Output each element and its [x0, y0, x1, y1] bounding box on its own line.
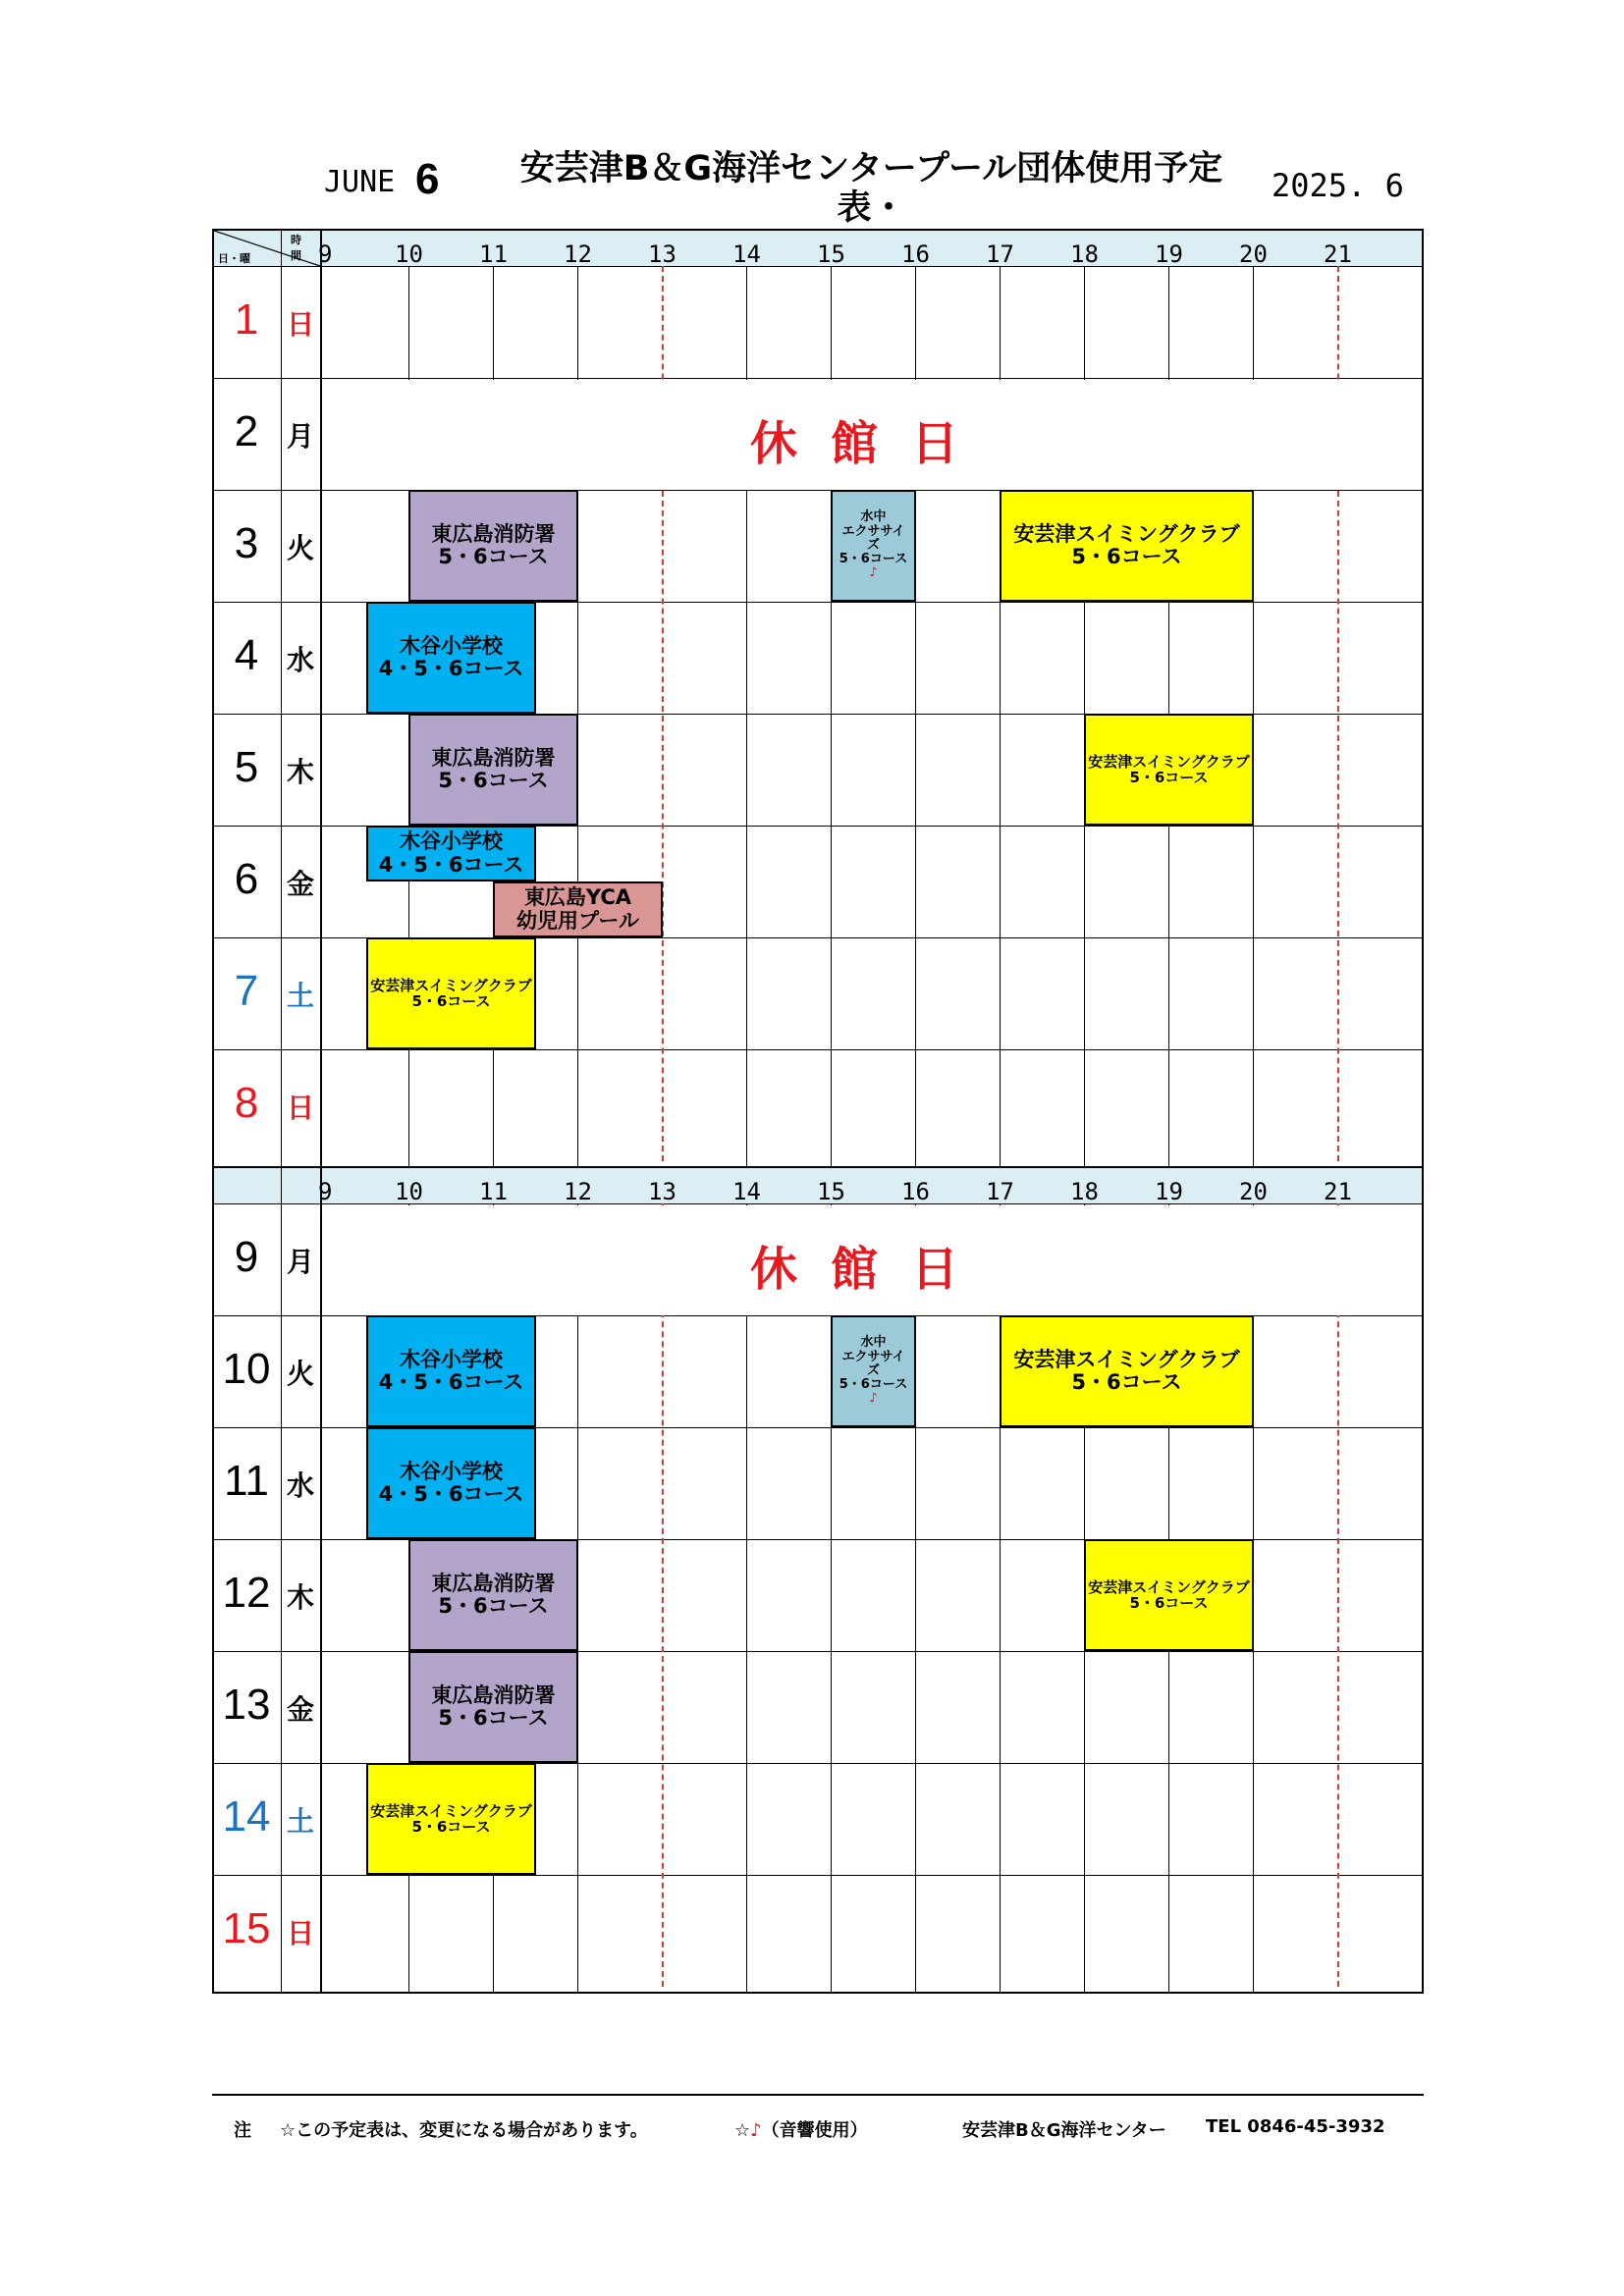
event-block: [831, 1315, 916, 1427]
header-rule: [214, 266, 1422, 267]
time-tick-18: 18: [1070, 1178, 1099, 1205]
weekday-label: 木: [286, 756, 314, 788]
event-block: [366, 826, 536, 881]
time-tick-10: 10: [395, 1178, 423, 1205]
event-line: 東広島消防署: [431, 1682, 556, 1707]
event-line: 東広島消防署: [431, 1571, 556, 1595]
music-note-icon: ♪: [869, 565, 878, 581]
event-line: 4・5・6コース: [378, 852, 524, 877]
time-tick-14: 14: [732, 240, 761, 268]
event-line: 5・6コース: [438, 1706, 549, 1730]
time-tick-20: 20: [1239, 240, 1268, 268]
day-number: 13: [222, 1681, 271, 1729]
event-line: エクササイ: [841, 523, 905, 539]
event-line: 安芸津スイミングクラブ: [370, 976, 532, 994]
event-line: 安芸津スイミングクラブ: [1013, 1347, 1240, 1371]
day-number: 5: [234, 743, 259, 791]
corner-header: [214, 231, 301, 266]
event-block: [408, 714, 578, 826]
time-tick-13: 13: [648, 1178, 677, 1205]
weekday-label: 月: [286, 420, 314, 453]
hour-grid-line: [746, 1203, 747, 1992]
weekday-label: 月: [286, 1246, 314, 1278]
footer-note-label: 注: [234, 2120, 251, 2141]
event-line: 東広島消防署: [431, 521, 556, 546]
event-line: 5・6コース: [438, 1594, 549, 1618]
event-block: [1084, 714, 1254, 826]
event-line: 5・6コース: [438, 769, 549, 792]
time-tick-10: 10: [395, 240, 423, 268]
corner-day-label: 日・曜: [218, 252, 250, 265]
weekday-label: 日: [286, 308, 314, 341]
event-line: 安芸津スイミングクラブ: [1088, 752, 1250, 771]
footer-center-name: 安芸津B＆G海洋センター: [962, 2120, 1166, 2141]
event-line: 木谷小学校: [400, 633, 503, 658]
event-line: 5・6コース: [1129, 1594, 1209, 1612]
day-number: 1: [234, 295, 259, 344]
day-number: 6: [234, 855, 259, 903]
day-number: 8: [234, 1079, 259, 1127]
weekday-label: 日: [286, 1092, 314, 1124]
music-note-icon: ♪: [750, 2120, 762, 2141]
row-rule: [214, 1049, 1422, 1050]
event-line: 木谷小学校: [400, 829, 503, 854]
event-line: 木谷小学校: [400, 1459, 503, 1483]
event-line: 4・5・6コース: [378, 1370, 524, 1394]
weekday-label: 火: [286, 1358, 314, 1390]
weekday-label: 水: [286, 1469, 314, 1502]
event-line: 5・6コース: [839, 1377, 908, 1393]
row-rule: [214, 378, 1422, 379]
row-rule: [214, 1651, 1422, 1652]
corner-time-label: 時間: [291, 234, 301, 262]
label-column-rule: [281, 231, 282, 1169]
event-block: [366, 1427, 536, 1539]
day-number: 2: [234, 407, 259, 455]
event-line: 安芸津スイミングクラブ: [1088, 1577, 1250, 1596]
event-block: [366, 602, 536, 714]
dashed-hour-line: [662, 1203, 664, 1987]
row-rule: [214, 1875, 1422, 1876]
time-tick-16: 16: [901, 1178, 930, 1205]
time-tick-18: 18: [1070, 240, 1099, 268]
time-tick-12: 12: [564, 1178, 592, 1205]
footer-sound-legend: [734, 2116, 868, 2142]
month-number: 6: [415, 155, 440, 203]
footer-tel: TEL 0846-45-3932: [1206, 2116, 1385, 2137]
event-line: 木谷小学校: [400, 1347, 503, 1371]
event-line: 5・6コース: [1129, 769, 1209, 786]
time-tick-9: 9: [318, 1178, 333, 1205]
event-line: 4・5・6コース: [378, 657, 524, 680]
event-line: ズ: [866, 537, 880, 553]
event-line: 安芸津スイミングクラブ: [370, 1801, 532, 1820]
event-line: ズ: [866, 1362, 880, 1378]
footer-note-text: ☆この予定表は、変更になる場合があります。: [280, 2120, 648, 2141]
event-line: 5・6コース: [1071, 545, 1182, 568]
weekday-label: 日: [286, 1917, 314, 1949]
event-line: 5・6コース: [1071, 1370, 1182, 1394]
day-number: 3: [234, 519, 259, 567]
day-number: 15: [222, 1904, 271, 1952]
event-block: [366, 937, 536, 1049]
event-block: [366, 1315, 536, 1427]
event-block: [366, 1763, 536, 1875]
schedule-date: 2025. 6: [1272, 167, 1404, 204]
time-tick-17: 17: [986, 240, 1014, 268]
label-column-rule: [320, 231, 322, 1169]
day-number: 14: [222, 1792, 271, 1841]
page-title: 安芸津B＆G海洋センタープール団体使用予定表・: [519, 149, 1223, 228]
weekday-label: 金: [286, 868, 314, 900]
time-tick-14: 14: [732, 1178, 761, 1205]
event-line: 東広島YCA: [523, 885, 632, 910]
event-line: 水中: [860, 509, 887, 525]
time-tick-13: 13: [648, 240, 677, 268]
event-line: 5・6コース: [839, 552, 908, 567]
event-block: [408, 490, 578, 602]
time-tick-19: 19: [1155, 240, 1183, 268]
star-icon: ☆: [734, 2120, 751, 2141]
event-line: 水中: [860, 1335, 887, 1351]
event-line: エクササイ: [841, 1349, 905, 1364]
time-tick-11: 11: [479, 1178, 508, 1205]
closed-day-label: 休館日: [749, 416, 992, 471]
event-block: [831, 490, 916, 602]
event-line: 幼児用プール: [516, 908, 639, 933]
time-tick-19: 19: [1155, 1178, 1183, 1205]
weekday-label: 金: [286, 1693, 314, 1726]
time-tick-12: 12: [564, 240, 592, 268]
time-tick-21: 21: [1324, 240, 1352, 268]
event-line: 4・5・6コース: [378, 1482, 524, 1506]
weekday-label: 土: [286, 1805, 314, 1838]
footer-divider: [212, 2094, 1424, 2096]
day-number: 9: [234, 1233, 259, 1281]
weekday-label: 水: [286, 644, 314, 676]
time-tick-21: 21: [1324, 1178, 1352, 1205]
header-rule: [214, 1203, 1422, 1204]
time-tick-15: 15: [817, 240, 845, 268]
day-number: 7: [234, 967, 259, 1015]
footer-sound-text: （音響使用）: [761, 2120, 868, 2141]
weekday-label: 土: [286, 980, 314, 1012]
music-note-icon: ♪: [869, 1391, 878, 1407]
time-tick-15: 15: [817, 1178, 845, 1205]
time-tick-17: 17: [986, 1178, 1014, 1205]
event-block: [408, 1651, 578, 1763]
weekday-label: 木: [286, 1581, 314, 1614]
day-number: 10: [222, 1345, 271, 1393]
event-block: [408, 1539, 578, 1651]
time-tick-9: 9: [318, 240, 333, 268]
event-block: [1084, 1539, 1254, 1651]
event-block: [1000, 490, 1254, 602]
event-line: 5・6コース: [411, 1818, 491, 1836]
day-number: 12: [222, 1569, 271, 1617]
time-tick-16: 16: [901, 240, 930, 268]
day-number: 4: [234, 631, 259, 679]
weekday-label: 火: [286, 532, 314, 564]
event-line: 東広島消防署: [431, 745, 556, 770]
day-number: 11: [224, 1457, 269, 1505]
closed-day-label: 休館日: [749, 1242, 992, 1297]
time-tick-11: 11: [479, 240, 508, 268]
event-block: [493, 881, 663, 937]
event-line: 5・6コース: [411, 992, 491, 1010]
schedule-table-week2: [212, 1166, 1424, 1994]
event-line: 5・6コース: [438, 545, 549, 568]
time-tick-20: 20: [1239, 1178, 1268, 1205]
schedule-table-week1: [212, 229, 1424, 1171]
month-label: JUNE: [324, 165, 396, 199]
event-line: 安芸津スイミングクラブ: [1013, 521, 1240, 546]
event-block: [1000, 1315, 1254, 1427]
dashed-hour-line: [1337, 1203, 1339, 1987]
